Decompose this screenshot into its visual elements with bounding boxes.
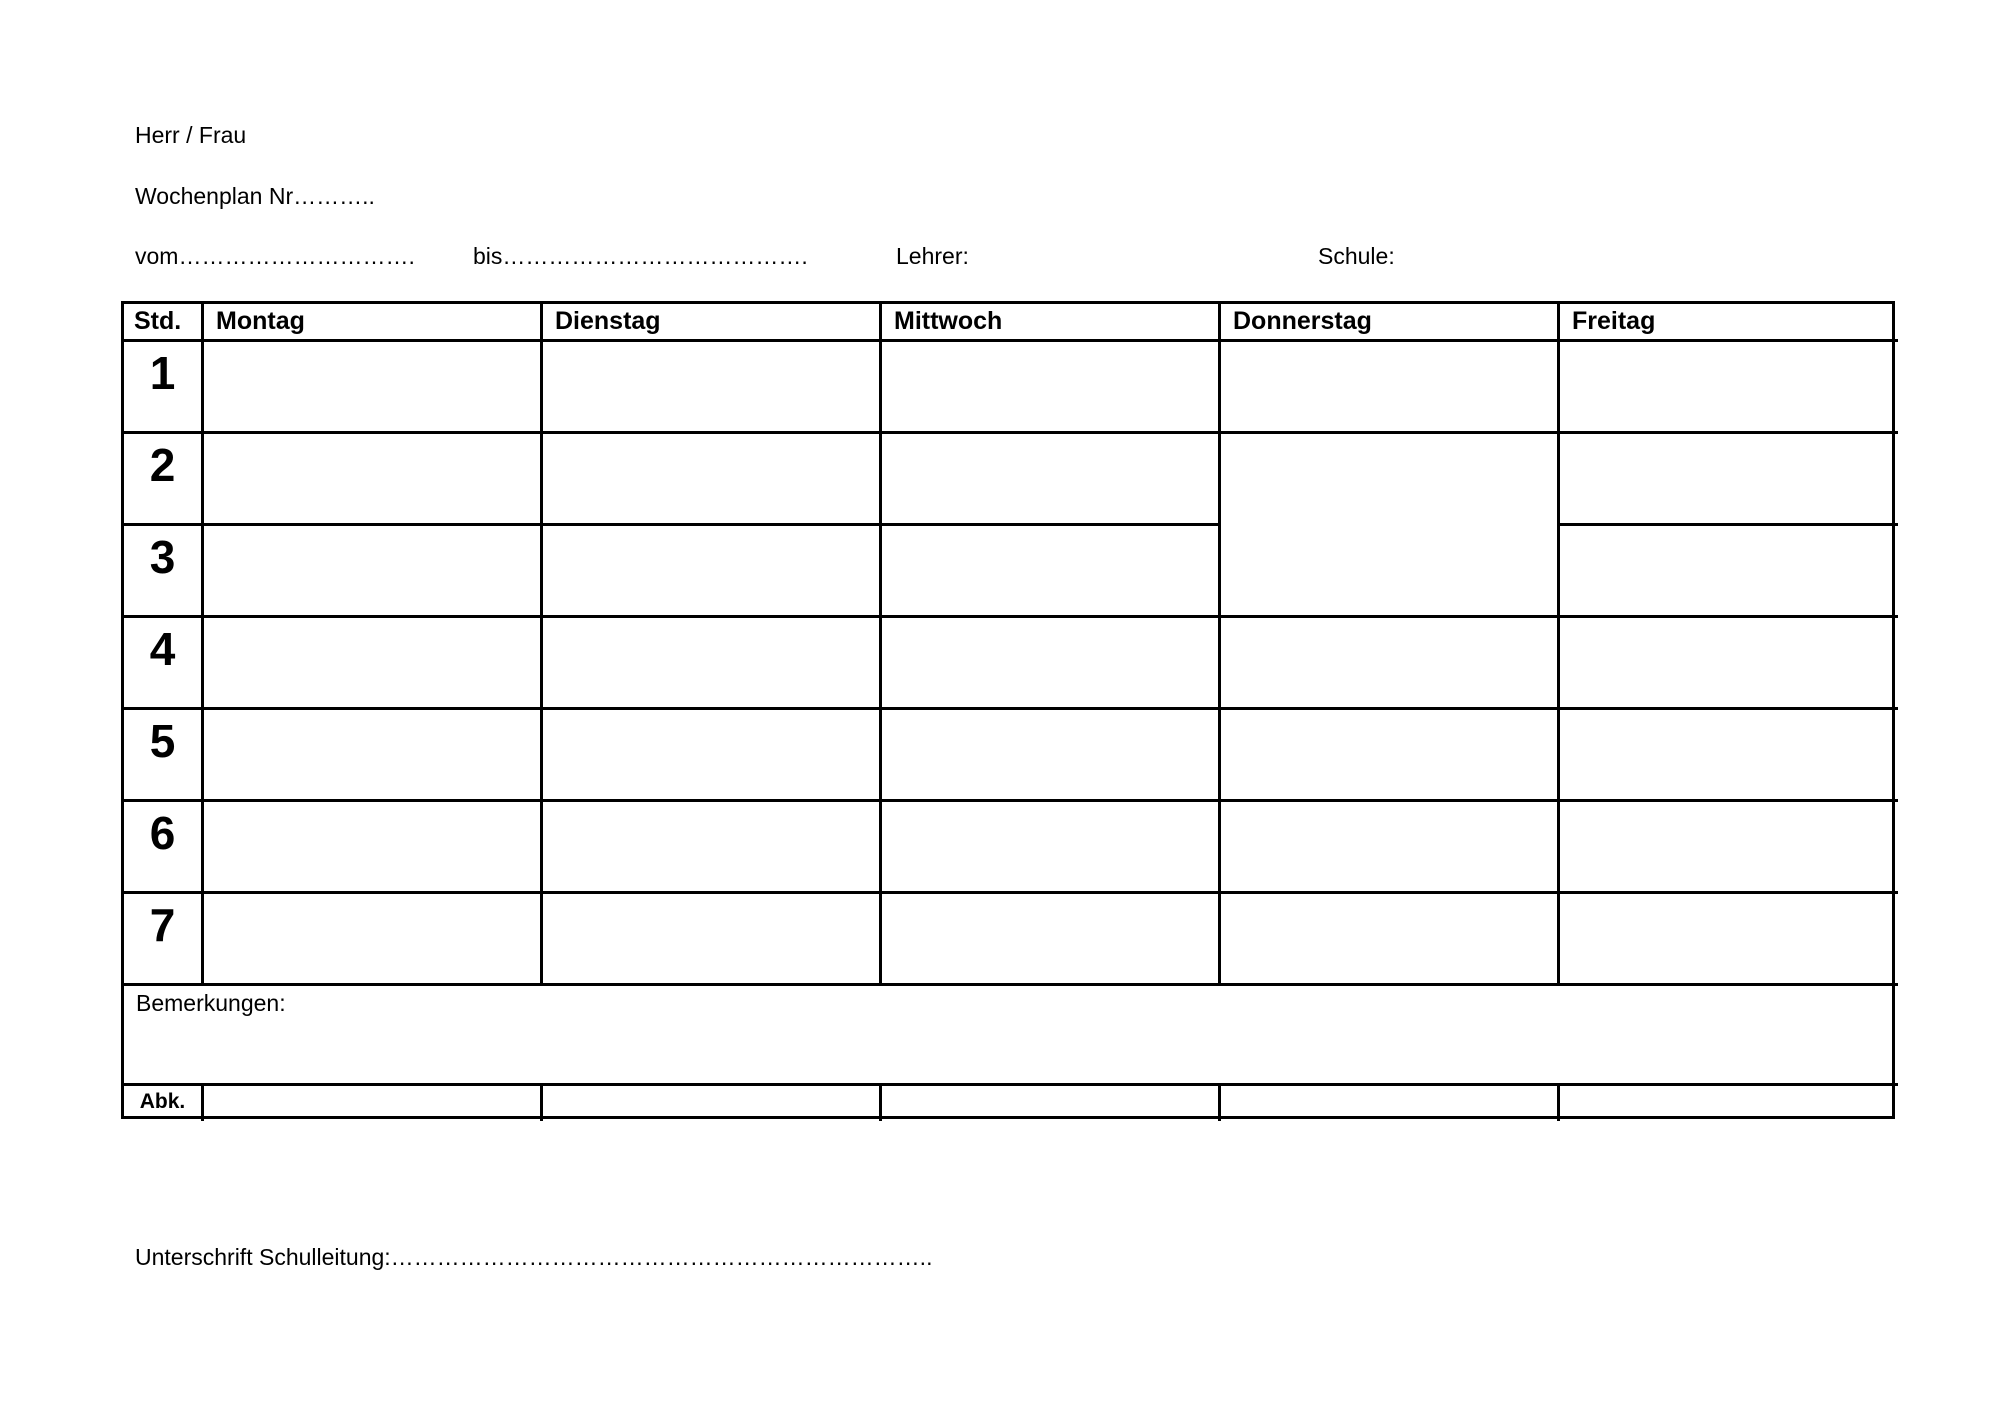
weekly-schedule-table bbox=[121, 301, 1895, 1119]
signature-line: Unterschrift Schulleitung:…………………………………………………………….. bbox=[135, 1244, 933, 1270]
schedule-cell[interactable] bbox=[882, 526, 1221, 618]
abbreviation-cell[interactable] bbox=[1221, 1086, 1560, 1121]
schedule-cell[interactable] bbox=[1560, 894, 1898, 986]
header-day-mittwoch: Mittwoch bbox=[882, 304, 1221, 342]
period-number: 6 bbox=[124, 802, 204, 894]
abbreviation-cell[interactable] bbox=[1560, 1086, 1898, 1121]
header-std: Std. bbox=[124, 304, 204, 342]
period-number: 4 bbox=[124, 618, 204, 710]
abbreviation-cell[interactable] bbox=[204, 1086, 543, 1121]
schedule-cell[interactable] bbox=[204, 710, 543, 802]
abbreviation-cell[interactable] bbox=[543, 1086, 882, 1121]
schedule-cell[interactable] bbox=[543, 802, 882, 894]
remarks-label: Bemerkungen: bbox=[136, 990, 286, 1016]
schedule-cell[interactable] bbox=[204, 526, 543, 618]
period-number: 5 bbox=[124, 710, 204, 802]
schedule-cell[interactable] bbox=[1560, 618, 1898, 710]
schedule-cell[interactable] bbox=[882, 710, 1221, 802]
date-to: bis…………………………………. bbox=[473, 243, 808, 269]
schedule-cell[interactable] bbox=[543, 342, 882, 434]
schedule-cell[interactable] bbox=[1221, 618, 1560, 710]
schedule-cell[interactable] bbox=[882, 802, 1221, 894]
schedule-cell[interactable] bbox=[204, 802, 543, 894]
schedule-cell[interactable] bbox=[204, 434, 543, 526]
period-number: 1 bbox=[124, 342, 204, 434]
schedule-cell[interactable] bbox=[1221, 342, 1560, 434]
schedule-cell-merged-donnerstag[interactable] bbox=[1221, 434, 1560, 618]
schedule-cell[interactable] bbox=[1221, 802, 1560, 894]
schedule-cell[interactable] bbox=[882, 894, 1221, 986]
period-number: 2 bbox=[124, 434, 204, 526]
schedule-cell[interactable] bbox=[1560, 710, 1898, 802]
schedule-cell[interactable] bbox=[882, 434, 1221, 526]
salutation: Herr / Frau bbox=[135, 122, 247, 148]
header-day-donnerstag: Donnerstag bbox=[1221, 304, 1560, 342]
plan-number: Wochenplan Nr……….. bbox=[135, 183, 375, 209]
schedule-cell[interactable] bbox=[543, 434, 882, 526]
date-from: vom…………………………. bbox=[135, 243, 415, 269]
schedule-cell[interactable] bbox=[543, 618, 882, 710]
schedule-cell[interactable] bbox=[204, 342, 543, 434]
school-label: Schule: bbox=[1318, 243, 1395, 269]
schedule-cell[interactable] bbox=[1560, 342, 1898, 434]
schedule-cell[interactable] bbox=[543, 526, 882, 618]
schedule-cell[interactable] bbox=[1560, 802, 1898, 894]
schedule-cell[interactable] bbox=[882, 618, 1221, 710]
schedule-cell[interactable] bbox=[1560, 526, 1898, 618]
schedule-cell[interactable] bbox=[204, 618, 543, 710]
schedule-cell[interactable] bbox=[1221, 710, 1560, 802]
schedule-cell[interactable] bbox=[882, 342, 1221, 434]
header-day-freitag: Freitag bbox=[1560, 304, 1898, 342]
remarks-field[interactable] bbox=[124, 986, 1898, 1086]
schedule-cell[interactable] bbox=[1560, 434, 1898, 526]
schedule-cell[interactable] bbox=[543, 710, 882, 802]
abbreviation-label: Abk. bbox=[124, 1086, 204, 1121]
abbreviation-cell[interactable] bbox=[882, 1086, 1221, 1121]
schedule-cell[interactable] bbox=[1221, 894, 1560, 986]
period-number: 3 bbox=[124, 526, 204, 618]
header-day-montag: Montag bbox=[204, 304, 543, 342]
header-day-dienstag: Dienstag bbox=[543, 304, 882, 342]
schedule-cell[interactable] bbox=[204, 894, 543, 986]
teacher-label: Lehrer: bbox=[896, 243, 969, 269]
schedule-cell[interactable] bbox=[543, 894, 882, 986]
period-number: 7 bbox=[124, 894, 204, 986]
